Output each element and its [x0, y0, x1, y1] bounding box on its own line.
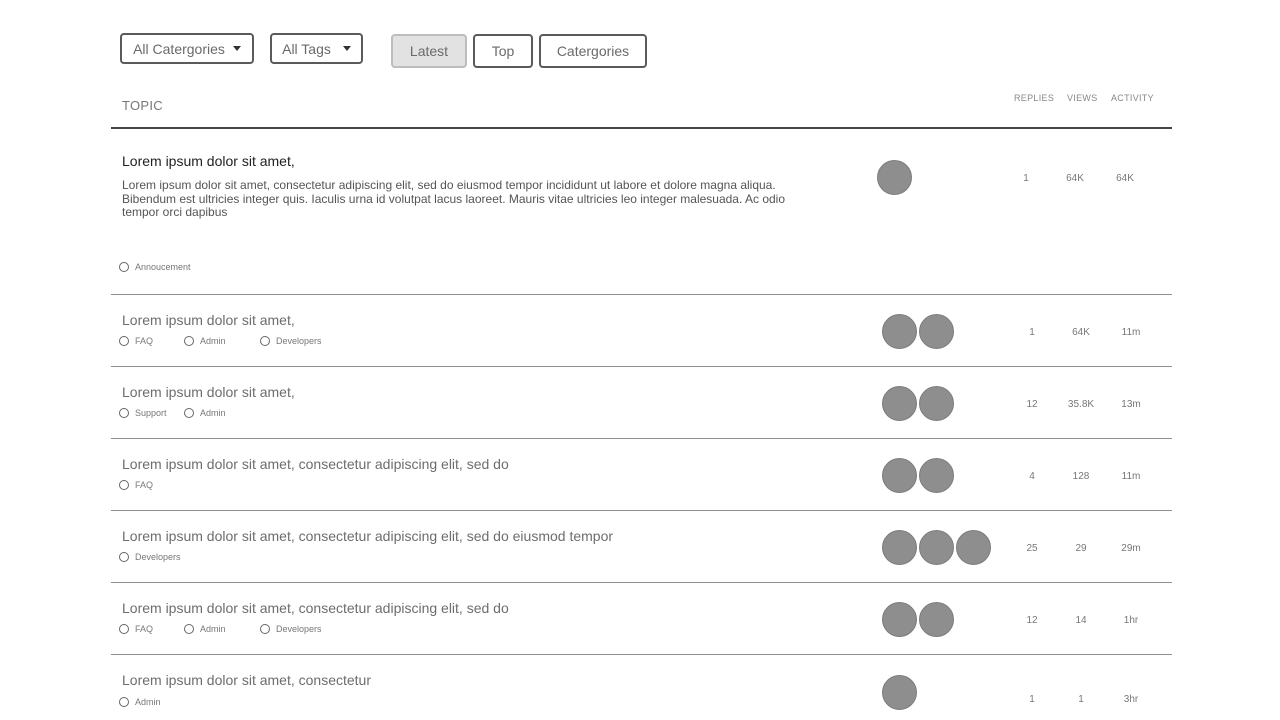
- replies-count: 12: [1026, 615, 1038, 626]
- tag-circle-icon: [119, 624, 129, 634]
- topic-title[interactable]: Lorem ipsum dolor sit amet, consectetur adipiscing elit, sed do eiusmod tempor: [122, 528, 614, 544]
- views-count: 35.8K: [1067, 399, 1095, 410]
- views-count: 14: [1075, 615, 1087, 626]
- activity-time: 13m: [1121, 399, 1141, 410]
- tag-label: FAQ: [135, 624, 154, 634]
- category-dropdown-label: All Catergories: [133, 40, 225, 57]
- tag-item[interactable]: [119, 552, 181, 562]
- activity-time: 11m: [1121, 471, 1141, 482]
- views-count: 29: [1075, 543, 1087, 554]
- tag-circle-icon: [119, 480, 129, 490]
- category-dropdown[interactable]: [120, 33, 254, 64]
- caret-down-icon: [233, 46, 241, 51]
- tag-label: Admin: [135, 697, 161, 707]
- replies-count: 4: [1029, 471, 1035, 482]
- tag-item[interactable]: [260, 624, 322, 634]
- avatar[interactable]: [882, 386, 917, 421]
- activity-time: 1hr: [1123, 615, 1139, 626]
- topic-row[interactable]: [111, 655, 1172, 720]
- tag-item[interactable]: [119, 408, 167, 418]
- activity-time: 11m: [1121, 327, 1141, 338]
- tag-circle-icon: [184, 408, 194, 418]
- avatar[interactable]: [919, 530, 954, 565]
- activity-time: 29m: [1121, 543, 1141, 554]
- topic-row[interactable]: [111, 583, 1172, 655]
- avatar[interactable]: [956, 530, 991, 565]
- tag-circle-icon: [260, 624, 270, 634]
- tag-circle-icon: [119, 408, 129, 418]
- tag-label: Admin: [200, 336, 226, 346]
- tag-item[interactable]: [119, 624, 153, 634]
- tag-item[interactable]: [119, 262, 191, 272]
- replies-count: 1: [1023, 173, 1029, 184]
- avatar[interactable]: [877, 160, 912, 195]
- tag-item[interactable]: [119, 336, 153, 346]
- tag-circle-icon: [184, 624, 194, 634]
- views-count: 64K: [1072, 327, 1090, 338]
- tag-label: Admin: [200, 408, 226, 418]
- avatar[interactable]: [882, 458, 917, 493]
- tab-latest-label: Latest: [409, 43, 449, 59]
- topic-row[interactable]: [111, 511, 1172, 583]
- views-count: 64K: [1066, 173, 1084, 184]
- tab-categories-label: Catergories: [556, 43, 630, 59]
- caret-down-icon: [343, 46, 351, 51]
- tag-label: Support: [135, 408, 167, 418]
- tag-circle-icon: [184, 336, 194, 346]
- tab-latest[interactable]: [391, 34, 467, 68]
- topic-title[interactable]: Lorem ipsum dolor sit amet,: [122, 312, 295, 328]
- replies-count: 12: [1026, 399, 1038, 410]
- tag-circle-icon: [119, 697, 129, 707]
- avatar[interactable]: [919, 602, 954, 637]
- replies-count: 1: [1029, 694, 1035, 705]
- tab-top-label: Top: [491, 43, 515, 59]
- tag-label: Annoucement: [135, 262, 191, 272]
- topic-title[interactable]: Lorem ipsum dolor sit amet,: [122, 384, 295, 400]
- topic-title[interactable]: Lorem ipsum dolor sit amet,: [122, 153, 295, 169]
- avatar[interactable]: [919, 314, 954, 349]
- tag-item[interactable]: [184, 408, 226, 418]
- views-count: 1: [1078, 694, 1084, 705]
- tag-label: Admin: [200, 624, 226, 634]
- tags-dropdown[interactable]: [270, 33, 363, 64]
- tab-top[interactable]: [473, 34, 533, 68]
- tag-item[interactable]: [184, 624, 226, 634]
- tag-label: Developers: [135, 552, 181, 562]
- avatar[interactable]: [882, 530, 917, 565]
- topic-row[interactable]: [111, 439, 1172, 511]
- tag-label: FAQ: [135, 480, 154, 490]
- tag-circle-icon: [119, 552, 129, 562]
- topic-row[interactable]: [111, 295, 1172, 367]
- tag-circle-icon: [260, 336, 270, 346]
- topic-title[interactable]: Lorem ipsum dolor sit amet, consectetur adipiscing elit, sed do: [122, 456, 509, 472]
- avatar[interactable]: [919, 458, 954, 493]
- activity-time: 3hr: [1123, 694, 1139, 705]
- tag-label: Developers: [276, 624, 322, 634]
- tag-circle-icon: [119, 336, 129, 346]
- avatar[interactable]: [882, 314, 917, 349]
- topic-row[interactable]: [111, 129, 1172, 295]
- tag-label: Developers: [276, 336, 322, 346]
- avatar[interactable]: [919, 386, 954, 421]
- avatar[interactable]: [882, 602, 917, 637]
- views-count: 128: [1072, 471, 1090, 482]
- replies-count: 25: [1026, 543, 1038, 554]
- tag-item[interactable]: [260, 336, 322, 346]
- tag-circle-icon: [119, 262, 129, 272]
- avatar[interactable]: [882, 675, 917, 710]
- activity-column-header: ACTIVITY: [1111, 93, 1154, 103]
- tag-label: FAQ: [135, 336, 154, 346]
- topic-title[interactable]: Lorem ipsum dolor sit amet, consectetur: [122, 672, 371, 688]
- tag-item[interactable]: [184, 336, 226, 346]
- views-column-header: VIEWS: [1067, 93, 1098, 103]
- replies-count: 1: [1029, 327, 1035, 338]
- tag-item[interactable]: [119, 480, 153, 490]
- topic-excerpt: Lorem ipsum dolor sit amet, consectetur adipiscing elit, sed do eiusmod tempor incididunt ut labore et dolore magna aliqua. Bibendum est ultricies integer quis. Iaculis urna id volutpat lacus laoreet. Mauris vitae ultricies leo integer malesuada. Ac odio tempor orci dapibus: [122, 178, 786, 219]
- replies-column-header: REPLIES: [1014, 93, 1055, 103]
- tab-categories[interactable]: [539, 34, 647, 68]
- topic-column-header: TOPIC: [122, 98, 163, 113]
- activity-time: 64K: [1116, 173, 1134, 184]
- tags-dropdown-label: All Tags: [282, 40, 331, 57]
- topic-row[interactable]: [111, 367, 1172, 439]
- topic-title[interactable]: Lorem ipsum dolor sit amet, consectetur adipiscing elit, sed do: [122, 600, 509, 616]
- tag-item[interactable]: [119, 697, 161, 707]
